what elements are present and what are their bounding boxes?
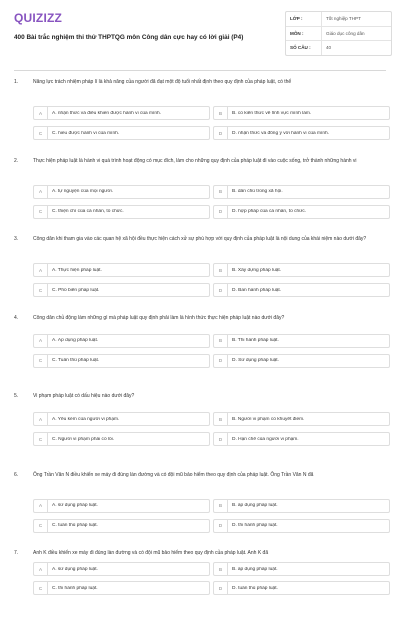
question-text: Ông Trần Văn N điều khiển xe máy đi đúng làn đường và có đội mũ bảo hiểm theo quy định của pháp luật. Ông Trần Văn N đã [33,471,314,478]
option-letter: C [34,520,48,532]
option-text: A. Thực hiện pháp luật. [52,267,102,273]
question-item [0,544,400,623]
option-text: A. Áp dụng pháp luật. [52,338,99,343]
question-text: Công dân khi tham gia vào các quan hệ xã hội đều thực hiện cách xử sự phù hợp với quy định của pháp luật là nội dung của khái niệm nào dưới đây? [33,236,367,242]
option-letter: A [34,264,48,276]
question-text: Năng lực trách nhiệm pháp lí là khả năng của người đã đạt một độ tuổi nhất định theo quy định của pháp luật, có thể [33,79,292,85]
answer-option-a[interactable] [33,562,210,576]
option-letter: D [214,355,228,367]
option-letter: D [214,206,228,218]
answer-option-c[interactable] [33,354,210,368]
answer-option-c[interactable] [33,581,210,595]
option-letter: B [214,107,228,119]
option-text: C. Người vi phạm phải có lỗi. [52,436,115,442]
option-text: A. tự nguyện của mọi người. [52,189,114,194]
answer-option-b[interactable] [213,263,390,277]
option-text: B. dân chủ trong xã hội. [232,189,283,194]
option-letter: D [214,520,228,532]
option-letter: D [214,127,228,139]
question-number: 4. [14,314,19,321]
meta-value: Tốt nghiệp THPT [321,12,391,26]
answer-option-b[interactable] [213,334,390,348]
question-item [0,73,400,152]
option-text: B. áp dụng pháp luật. [232,503,278,508]
option-letter: C [34,284,48,296]
meta-key: LỚP : [290,16,303,22]
option-letter: C [34,206,48,218]
option-letter: B [214,563,228,575]
option-letter: C [34,127,48,139]
option-text: B. Thi hành pháp luật. [232,338,279,343]
page-title: 400 Bài trắc nghiệm thi thử THPTQG môn Công dân cực hay có lời giải (P4) [14,34,244,41]
question-number: 6. [14,471,19,478]
option-letter: C [34,355,48,367]
answer-option-a[interactable] [33,263,210,277]
option-text: D. hợp pháp của cá nhân, tổ chức. [232,209,307,214]
worksheet-header [0,0,400,66]
meta-table [285,11,392,56]
option-letter: D [214,582,228,594]
option-text: C. thiện chí của cá nhân, tổ chức. [52,209,124,214]
option-text: D. nhận thức và đồng ý với hành vi của mình. [232,130,330,136]
answer-option-c[interactable] [33,205,210,219]
header-divider [14,70,386,71]
meta-key: SỐ CÂU : [290,45,311,51]
option-text: B. Xây dựng pháp luật. [232,267,282,273]
option-text: C. Tuân thủ pháp luật. [52,358,100,363]
answer-option-c[interactable] [33,519,210,533]
option-letter: B [214,335,228,347]
option-letter: A [34,413,48,425]
question-text: Vi phạm pháp luật có dấu hiệu nào dưới đây? [33,393,135,399]
answer-option-d[interactable] [213,519,390,533]
option-text: D. Hạn chế của người vi phạm. [232,436,299,442]
answer-option-a[interactable] [33,106,210,120]
question-text: Anh K điều khiển xe máy đi đúng làn đường và có đội mũ bảo hiểm theo quy định của pháp luật. Anh K đã [33,550,269,556]
quizizz-logo: QUIZIZZ [14,11,63,25]
option-letter: D [214,284,228,296]
answer-option-d[interactable] [213,581,390,595]
option-letter: A [34,186,48,198]
meta-value: Giáo dục công dân [321,27,391,41]
option-text: D. Sử dụng pháp luật. [232,358,279,363]
answer-option-c[interactable] [33,126,210,140]
option-letter: B [214,413,228,425]
option-letter: D [214,433,228,445]
answer-option-d[interactable] [213,205,390,219]
question-number: 7. [14,550,19,556]
answer-option-a[interactable] [33,334,210,348]
question-number: 2. [14,157,19,164]
question-item [0,152,400,231]
answer-option-a[interactable] [33,412,210,426]
answer-option-b[interactable] [213,106,390,120]
question-item [0,309,400,388]
option-text: C. thi hành pháp luật. [52,585,98,591]
option-letter: A [34,563,48,575]
answer-option-b[interactable] [213,499,390,513]
question-item [0,230,400,309]
option-text: D. Ban hành pháp luật. [232,287,282,293]
answer-option-b[interactable] [213,412,390,426]
answer-option-a[interactable] [33,499,210,513]
answer-option-d[interactable] [213,432,390,446]
option-text: B. có kiến thức về lĩnh vực mình làm. [232,110,312,116]
option-text: A. nhận thức và điều khiển được hành vi của mình. [52,110,162,116]
option-text: A. sử dụng pháp luật. [52,566,98,572]
answer-option-c[interactable] [33,283,210,297]
answer-option-d[interactable] [213,354,390,368]
option-text: C. hiểu được hành vi của mình. [52,130,120,136]
meta-row-class [286,12,391,27]
question-text: Công dân chủ động làm những gì mà pháp luật quy định phải làm là hình thức thực hiện pháp luật nào dưới đây? [33,314,285,321]
question-text: Thực hiện pháp luật là hành vi quá trình hoạt động có mục đích, làm cho những quy định của pháp luật đi vào cuộc sống, trở thành những hành vi [33,157,357,164]
meta-value: 40 [321,41,391,55]
option-letter: C [34,582,48,594]
answer-option-b[interactable] [213,562,390,576]
question-number: 5. [14,393,19,399]
option-text: C. Phổ biến pháp luật. [52,287,100,293]
question-item [0,466,400,545]
meta-row-subject [286,27,391,42]
option-text: A. Yếu kém của người vi phạm. [52,416,120,422]
option-letter: B [214,186,228,198]
answer-option-d[interactable] [213,126,390,140]
question-list [0,73,400,623]
answer-option-c[interactable] [33,432,210,446]
option-letter: A [34,107,48,119]
option-text: A. sử dụng pháp luật. [52,503,98,508]
answer-option-a[interactable] [33,185,210,199]
option-text: B. Người vi phạm có khuyết điểm. [232,416,305,422]
option-letter: B [214,264,228,276]
option-letter: C [34,433,48,445]
option-text: D. thi hành pháp luật. [232,523,278,528]
question-number: 1. [14,79,19,85]
option-letter: A [34,500,48,512]
answer-option-d[interactable] [213,283,390,297]
option-letter: B [214,500,228,512]
question-number: 3. [14,236,19,242]
answer-option-b[interactable] [213,185,390,199]
meta-row-count [286,41,391,55]
meta-key: MÔN : [290,30,304,36]
option-letter: A [34,335,48,347]
option-text: C. tuân thủ pháp luật. [52,523,98,528]
option-text: D. tuân thủ pháp luật. [232,585,278,591]
option-text: B. áp dụng pháp luật. [232,566,278,572]
question-item [0,387,400,466]
